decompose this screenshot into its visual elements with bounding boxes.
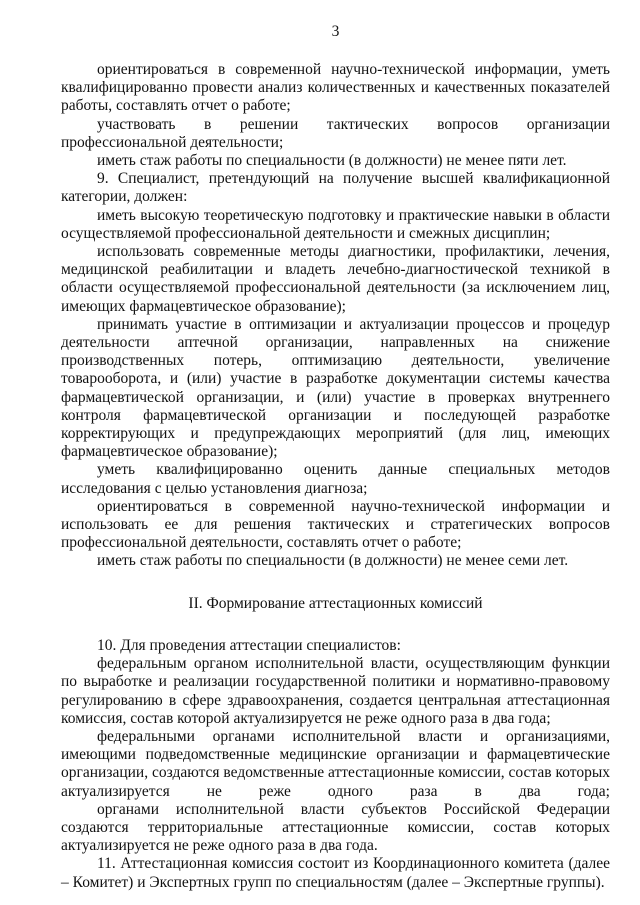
page-number: 3: [331, 23, 340, 40]
paragraph: 11. Аттестационная комиссия состоит из Координационного комитета (далее – Комитет) и Экспертных групп по специальностям (далее – Экспертные группы).: [61, 855, 610, 891]
paragraph: использовать современные методы диагностики, профилактики, лечения, медицинской реабилитации и владеть лечебно-диагностической техникой в области осуществляемой профессиональной деятельности (за исключением лиц, имеющих фармацевтическое образование);: [61, 243, 610, 315]
paragraph: органами исполнительной власти субъектов Российской Федерации создаются территориальные аттестационные комиссии, состав которых актуализируется не реже одного раза в два года.: [61, 800, 610, 855]
paragraph: 10. Для проведения аттестации специалистов:: [97, 636, 401, 654]
paragraph: ориентироваться в современной научно-технической информации и использовать ее для решения тактических и стратегических вопросов профессиональной деятельности, составлять отчет о работе;: [61, 497, 610, 552]
paragraph: федеральным органом исполнительной власти, осуществляющим функции по выработке и реализации государственной политики и нормативно-правовому регулированию в сфере здравоохранения, создается центральная аттестационная комиссия, состав которой актуализируется не реже одного раза в два года;: [61, 655, 610, 727]
paragraph: 9. Специалист, претендующий на получение высшей квалификационной категории, должен:: [61, 170, 610, 206]
paragraph: участвовать в решении тактических вопросов организации профессиональной деятельности;: [61, 115, 610, 151]
paragraph: ориентироваться в современной научно-технической информации, уметь квалифицированно провести анализ количественных и качественных показателей работы, составлять отчет о работе;: [61, 61, 610, 115]
document-page: [61, 22, 610, 892]
paragraph: иметь стаж работы по специальности (в должности) не менее семи лет.: [97, 552, 569, 570]
section-heading: II. Формирование аттестационных комиссий: [188, 594, 483, 612]
paragraph: федеральными органами исполнительной власти и организациями, имеющими подведомственные медицинские организации и фармацевтические организации, создаются ведомственные аттестационные комиссии, состав которых актуализируется не реже одного раза в два года;: [61, 727, 610, 800]
paragraph: уметь квалифицированно оценить данные специальных методов исследования с целью установления диагноза;: [61, 461, 610, 497]
paragraph: иметь высокую теоретическую подготовку и практические навыки в области осуществляемой профессиональной деятельности и смежных дисциплин;: [61, 206, 610, 242]
paragraph: иметь стаж работы по специальности (в должности) не менее пяти лет.: [97, 152, 567, 170]
paragraph: принимать участие в оптимизации и актуализации процессов и процедур деятельности аптечной организации, направленных на снижение производственных потерь, оптимизацию деятельности, увеличение товарооборота, и (или) участие в разработке документации системы качества фармацевтической организации, и (или) участие в проверках внутреннего контроля фармацевтической организации и последующей разработке корректирующих и предупреждающих мероприятий (для лиц, имеющих фармацевтическое образование);: [61, 315, 610, 461]
